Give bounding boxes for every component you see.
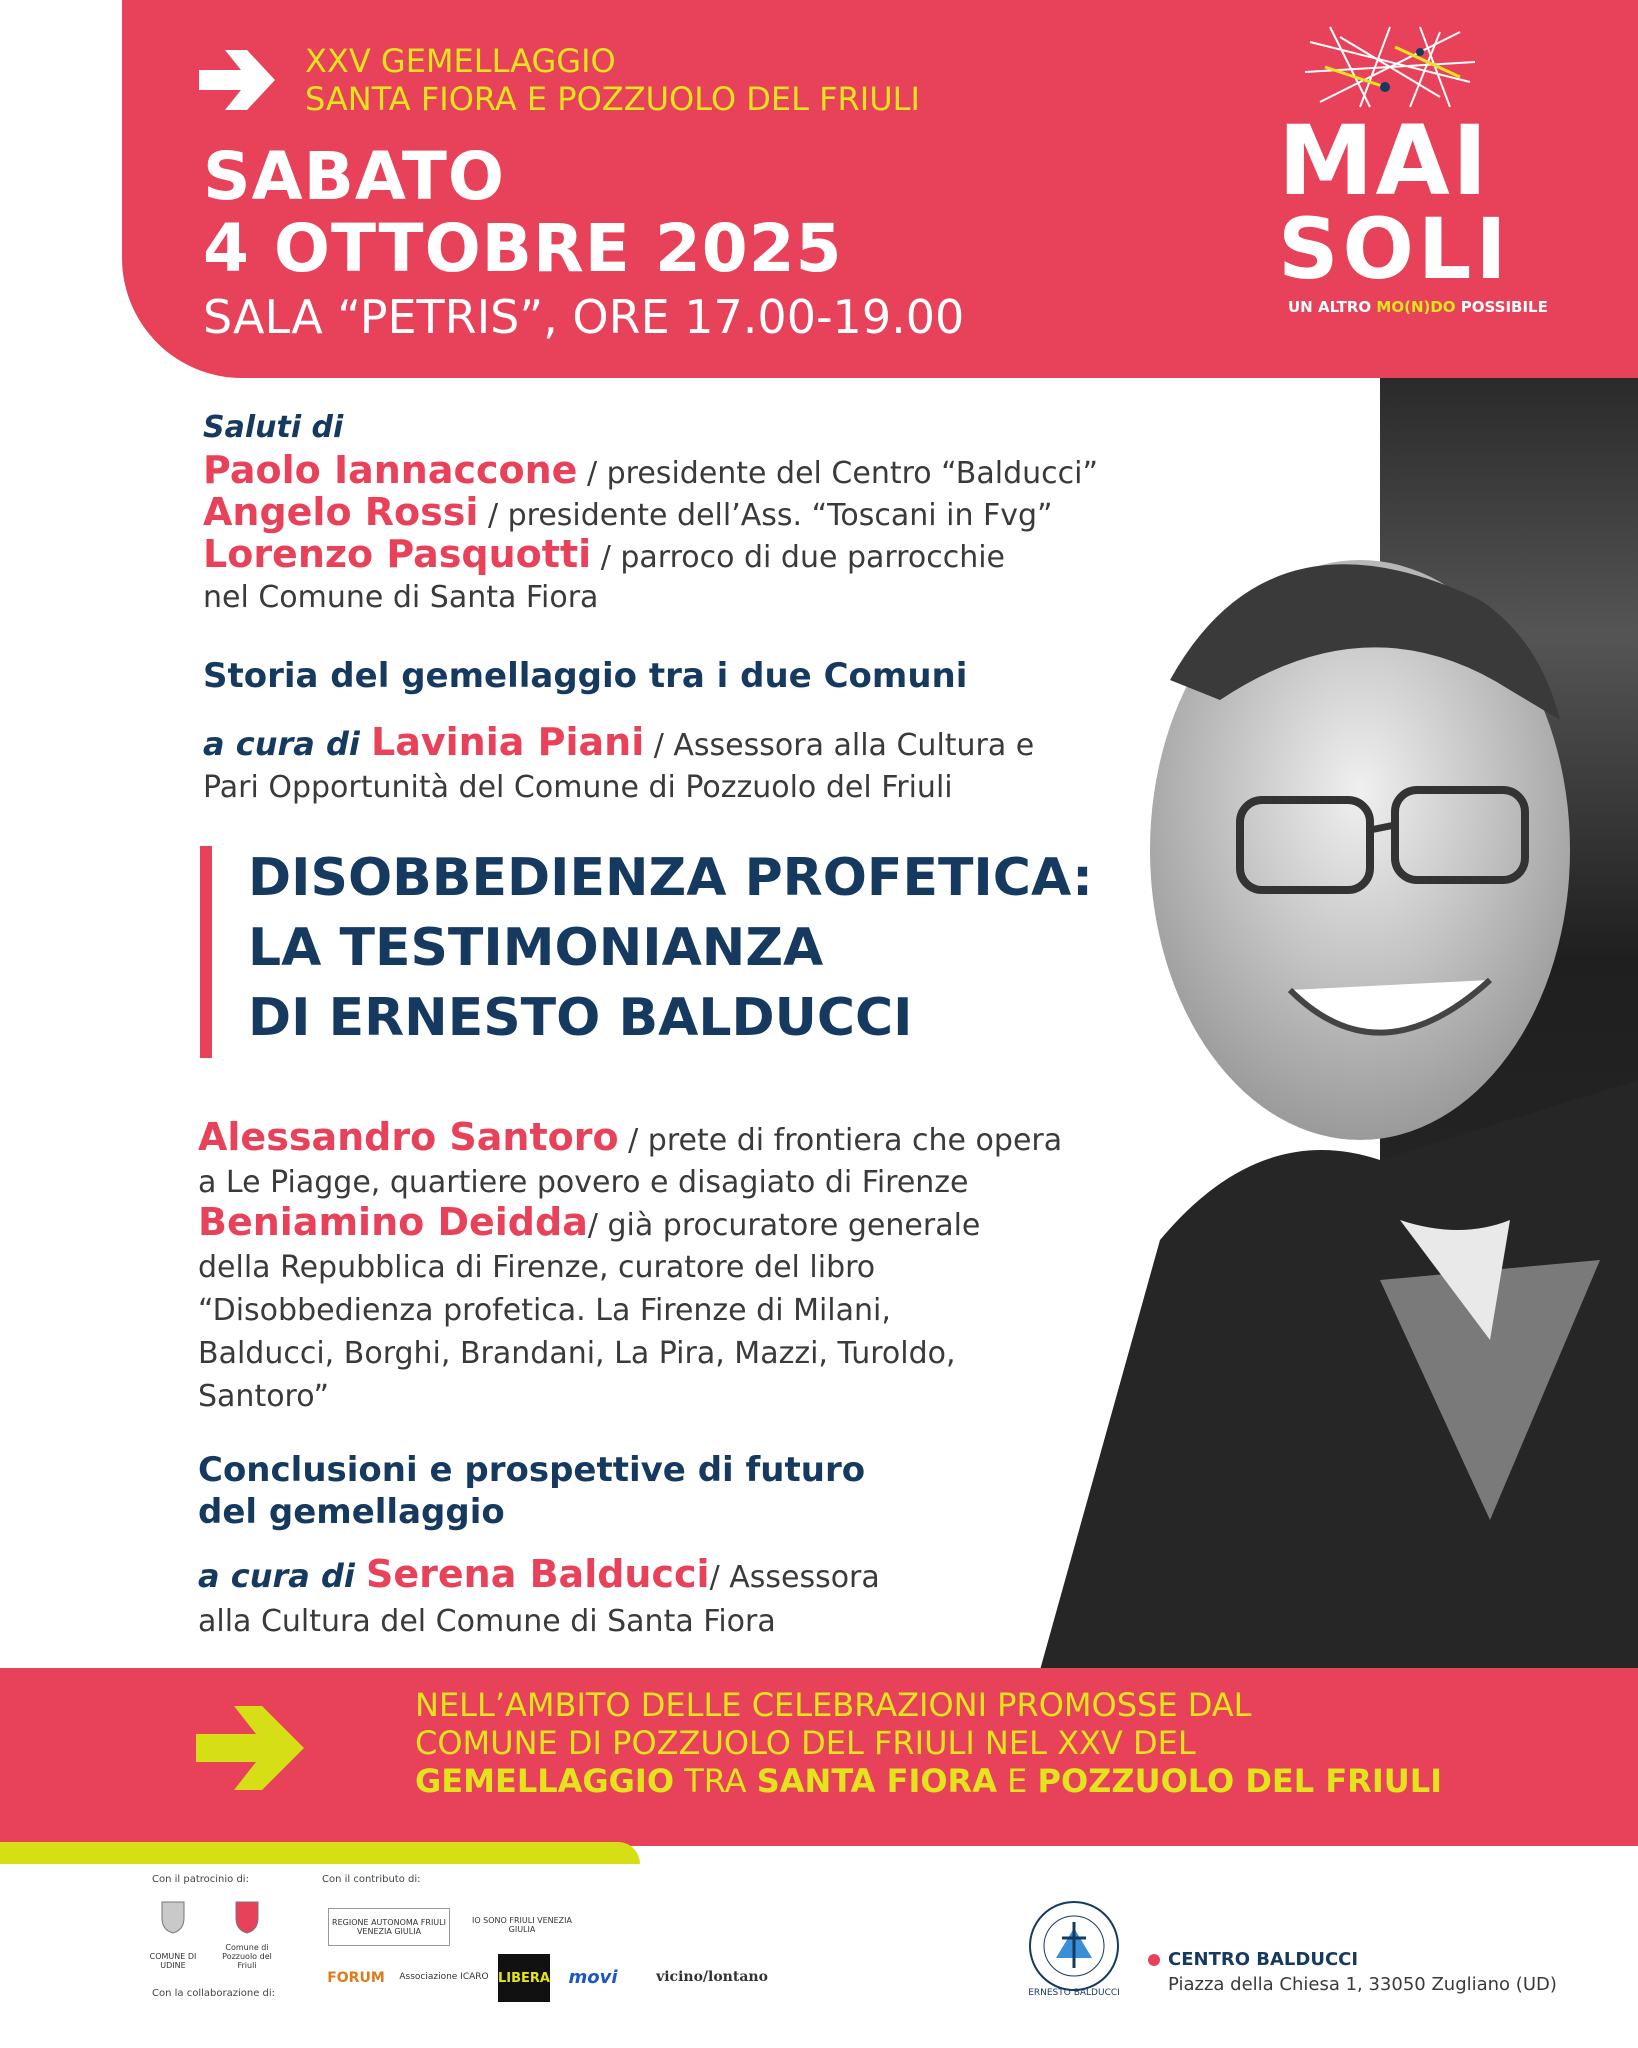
talk-speaker-2-role-1: della Repubblica di Firenze, curatore del libro [198, 1250, 876, 1285]
main-title-1: DISOBBEDIENZA PROFETICA: [248, 848, 1093, 908]
event-subtitle-1: XXV GEMELLAGGIO [305, 42, 616, 80]
talk-speaker-2-role-3: Balducci, Borghi, Brandani, La Pira, Mazzi, Turoldo, [198, 1336, 956, 1371]
main-title-3: DI ERNESTO BALDUCCI [248, 988, 913, 1048]
shield-icon [160, 1900, 186, 1934]
talk-speaker-2: Beniamino Deidda/ già procuratore generale [198, 1200, 981, 1244]
shield-icon [234, 1900, 260, 1934]
event-subtitle-2: SANTA FIORA E POZZUOLO DEL FRIULI [305, 80, 920, 118]
banner-yellow-stripe [0, 1842, 640, 1864]
banner-line-1: NELL’AMBITO DELLE CELEBRAZIONI PROMOSSE DAL [415, 1686, 1252, 1724]
event-day: SABATO [203, 138, 506, 215]
talk-speaker-1: Alessandro Santoro / prete di frontiera che opera [198, 1115, 1063, 1159]
talk-speaker-2-role-2: “Disobbedienza profetica. La Firenze di Milani, [198, 1293, 891, 1328]
conclusions-title-2: del gemellaggio [198, 1492, 505, 1532]
arrow-right-icon [195, 38, 279, 122]
brand-title-2: SOLI [1278, 200, 1511, 298]
talk-speaker-1-role: a Le Piagge, quartiere povero e disagiato di Firenze [198, 1165, 969, 1200]
greeting-speaker-1: Paolo Iannaccone / presidente del Centro “Balducci” [203, 448, 1098, 492]
history-role-2: Pari Opportunità del Comune di Pozzuolo del Friuli [203, 770, 953, 805]
logo-icaro: Associazione ICARO [399, 1972, 489, 1982]
location-dot-icon [1148, 1954, 1160, 1966]
conclusions-role-2: alla Cultura del Comune di Santa Fiora [198, 1604, 776, 1639]
greeting-speaker-3: Lorenzo Pasquotti / parroco di due parrocchie [203, 532, 1006, 576]
contribution-label: Con il contributo di: [322, 1874, 421, 1885]
collaboration-label: Con la collaborazione di: [152, 1988, 276, 1999]
event-date: 4 OTTOBRE 2025 [203, 210, 843, 287]
portrait-figure [1040, 520, 1638, 1670]
main-title-2: LA TESTIMONIANZA [248, 918, 824, 978]
logo-libera: LIBERA [498, 1954, 550, 2002]
centre-address: Piazza della Chiesa 1, 33050 Zugliano (UD) [1168, 1974, 1557, 1995]
talk-speaker-2-role-4: Santoro” [198, 1379, 330, 1414]
logo-vicino-lontano: vicino/lontano [656, 1969, 768, 1985]
event-venue: SALA “PETRIS”, ORE 17.00-19.00 [203, 290, 965, 344]
logo-io-sono-fvg: IO SONO FRIULI VENEZIA GIULIA [471, 1916, 572, 1934]
greeting-role-continued: nel Comune di Santa Fiora [203, 580, 599, 615]
logo-movi: movi [568, 1966, 618, 1988]
logo-comune-udine: COMUNE DI UDINE [149, 1952, 197, 1970]
greetings-label: Saluti di [203, 410, 344, 445]
patronage-label: Con il patrocinio di: [152, 1874, 249, 1885]
logo-regione-fvg: REGIONE AUTONOMA FRIULI VENEZIA GIULIA [328, 1908, 450, 1946]
banner-line-2: COMUNE DI POZZUOLO DEL FRIULI NEL XXV DEL [415, 1724, 1196, 1762]
centre-name: CENTRO BALDUCCI [1168, 1949, 1359, 1970]
history-curator: a cura di Lavinia Piani / Assessora alla Cultura e [203, 720, 1035, 764]
centre-emblem-text: ERNESTO BALDUCCI [1028, 1988, 1120, 1998]
brand-title-1: MAI [1278, 105, 1490, 217]
conclusions-curator: a cura di Serena Balducci/ Assessora [198, 1552, 880, 1596]
history-title: Storia del gemellaggio tra i due Comuni [203, 656, 968, 696]
arrow-right-icon [192, 1696, 310, 1800]
mai-soli-network-icon [1300, 22, 1480, 112]
conclusions-title-1: Conclusioni e prospettive di futuro [198, 1450, 866, 1490]
logo-comune-pozzuolo: Comune di Pozzuolo del Friuli [222, 1943, 272, 1970]
title-accent-bar [200, 846, 212, 1058]
greeting-speaker-2: Angelo Rossi / presidente dell’Ass. “Toscani in Fvg” [203, 490, 1053, 534]
centre-balducci-emblem-icon [1026, 1898, 1122, 1994]
logo-forum: FORUM [327, 1970, 385, 1986]
banner-line-3: GEMELLAGGIO TRA SANTA FIORA E POZZUOLO DEL FRIULI [415, 1762, 1442, 1800]
brand-tagline: UN ALTRO MO(N)DO POSSIBILE [1288, 298, 1548, 316]
